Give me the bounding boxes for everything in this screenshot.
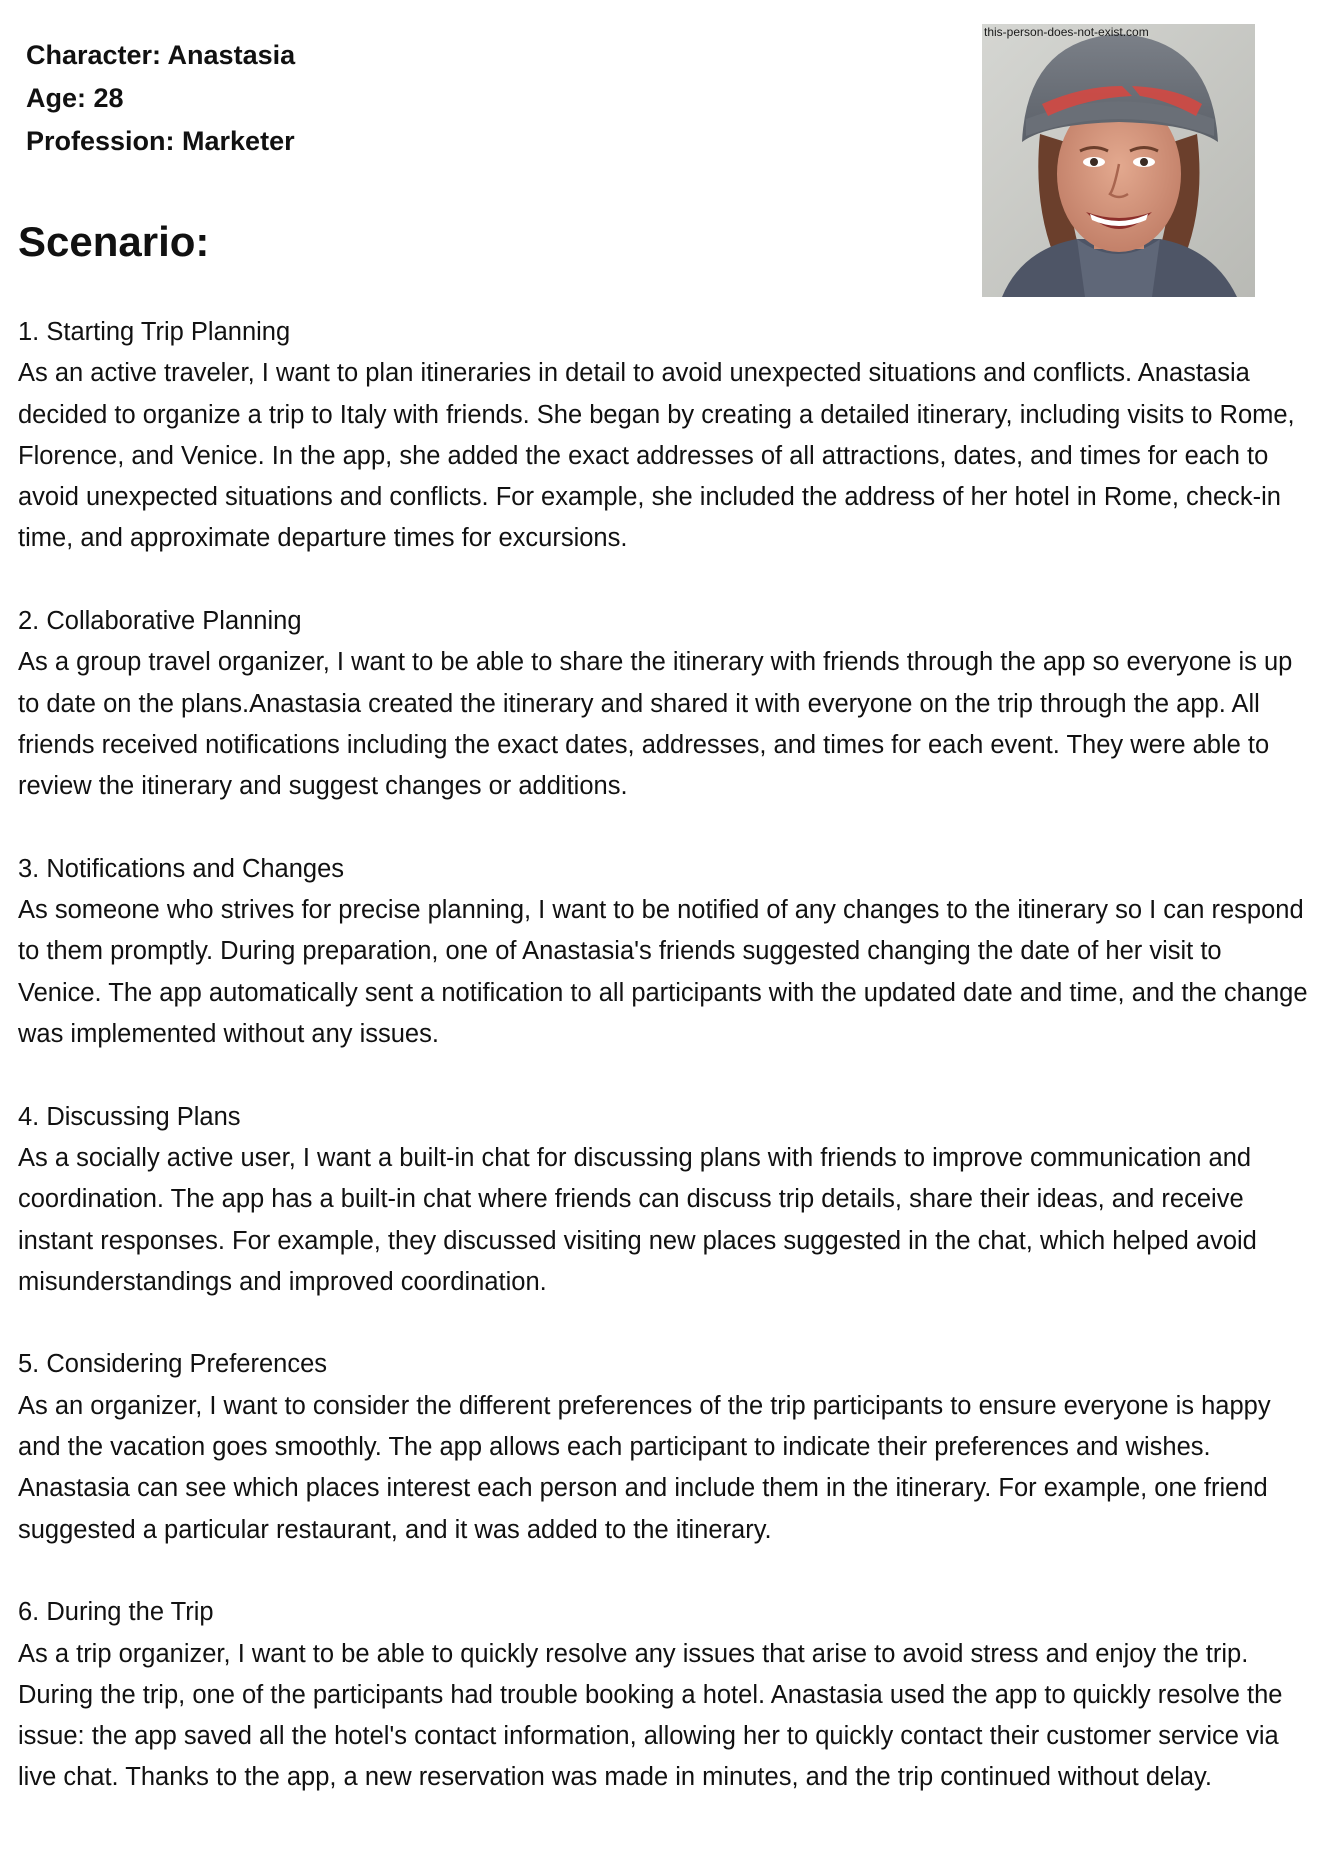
section-heading: 4. Discussing Plans	[18, 1102, 241, 1131]
section-body: As a trip organizer, I want to be able to quickly resolve any issues that arise to avoid stress and enjoy the trip. During the trip, one of the participants had trouble booking a hotel. Anastasia used the app to quickly resolve the issue: the app saved all the hotel's contact information, allowing her to quickly contact their customer service via live chat. Thanks to the app, a new reservation was made in minutes, and the trip continued without delay.	[18, 1639, 1283, 1792]
person-photo-icon	[982, 24, 1255, 297]
section-body: As an organizer, I want to consider the different preferences of the trip participants to ensure everyone is happy and the vacation goes smoothly. The app allows each participant to indicate their preferences and wishes. Anastasia can see which places interest each person and include them in the itinerary. For example, one friend suggested a particular restaurant, and it was added to the itinerary.	[18, 1391, 1271, 1544]
scenario-sections	[18, 312, 1308, 1840]
section-body: As a group travel organizer, I want to be able to share the itinerary with friends through the app so everyone is up to date on the plans.Anastasia created the itinerary and shared it with everyone on the trip through the app. All friends received notifications including the exact dates, addresses, and times for each event. They were able to review the itinerary and suggest changes or additions.	[18, 648, 1293, 801]
section-body: As someone who strives for precise planning, I want to be notified of any changes to the itinerary so I can respond to them promptly. During preparation, one of Anastasia's friends suggested changing the date of her visit to Venice. The app automatically sent a notification to all participants with the updated date and time, and the change was implemented without any issues.	[18, 896, 1308, 1049]
scenario-section	[18, 312, 1308, 560]
section-body: As a socially active user, I want a built-in chat for discussing plans with friends to improve communication and coordination. The app has a built-in chat where friends can discuss trip details, share their ideas, and receive instant responses. For example, they discussed visiting new places suggested in the chat, which helped avoid misunderstandings and improved coordination.	[18, 1143, 1257, 1296]
scenario-title: Scenario:	[18, 218, 210, 265]
scenario-section	[18, 1097, 1308, 1303]
section-heading: 1. Starting Trip Planning	[18, 318, 291, 346]
section-heading: 2. Collaborative Planning	[18, 607, 302, 636]
scenario-section	[18, 1592, 1308, 1798]
section-heading: 5. Considering Preferences	[18, 1350, 328, 1379]
scenario-section	[18, 849, 1308, 1055]
section-heading: 3. Notifications and Changes	[18, 854, 345, 883]
character-profession: Profession: Marketer	[26, 126, 295, 156]
scenario-section	[18, 601, 1308, 807]
character-info	[26, 34, 295, 163]
section-body: As an active traveler, I want to plan itineraries in detail to avoid unexpected situations and conflicts. Anastasia decided to organize a trip to Italy with friends. She began by creating a detailed itinerary, including visits to Rome, Florence, and Venice. In the app, she added the exact addresses of all attractions, dates, and times for each to avoid unexpected situations and conflicts. For example, she included the address of her hotel in Rome, check-in time, and approximate departure times for excursions.	[18, 359, 1295, 553]
scenario-section	[18, 1344, 1308, 1550]
character-name: Character: Anastasia	[26, 40, 296, 70]
section-heading: 6. During the Trip	[18, 1598, 214, 1627]
portrait-watermark: this-person-does-not-exist.com	[984, 25, 1149, 39]
character-age: Age: 28	[26, 83, 124, 113]
